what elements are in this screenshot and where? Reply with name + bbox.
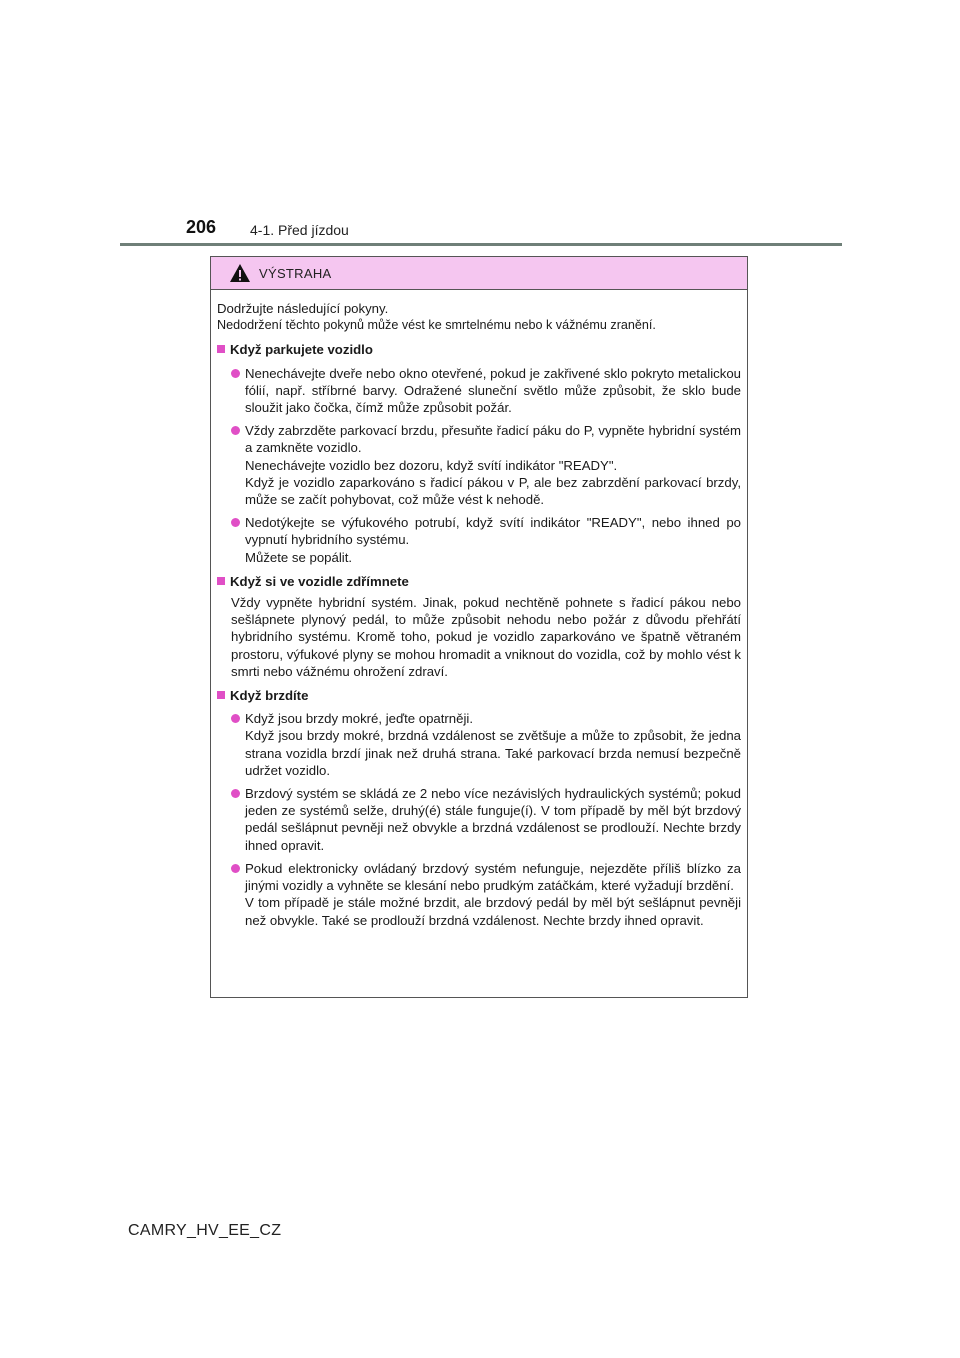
circle-bullet-icon [231, 789, 240, 798]
section-heading [217, 341, 741, 358]
circle-bullet-icon [231, 426, 240, 435]
warning-title: VÝSTRAHA [259, 265, 332, 281]
list-item [217, 710, 741, 779]
list-item [217, 422, 741, 508]
intro-line: Nedodržení těchto pokynů může vést ke smrtelnému nebo k vážnému zranění. [217, 318, 656, 333]
list-item-line: Když jsou brzdy mokré, jeďte opatrněji. [245, 711, 473, 727]
square-bullet-icon [217, 577, 225, 585]
page-number: 206 [186, 217, 217, 237]
list-item-line: Když jsou brzdy mokré, brzdná vzdálenost se zvětšuje a může to způsobit, že jedna strana vozidla brzdí jinak než druhá strana. Také parkovací brzda nemusí bezpečně udržet vozidlo. [245, 728, 741, 778]
list-item-text [245, 785, 741, 854]
list-item-text [245, 365, 741, 417]
list-item [217, 860, 741, 929]
header-rule [120, 243, 842, 246]
warning-body [211, 290, 747, 929]
circle-bullet-icon [231, 518, 240, 527]
warning-intro [217, 300, 741, 334]
warning-box [210, 256, 748, 998]
section-heading-text: Když brzdíte [230, 688, 309, 704]
list-item-text [245, 710, 741, 779]
section-heading [217, 573, 741, 590]
list-item [217, 785, 741, 854]
square-bullet-icon [217, 345, 225, 353]
list-item-line: Vždy zabrzděte parkovací brzdu, přesuňte řadicí páku do P, vypněte hybridní systém a zamkněte vozidlo. [245, 423, 741, 456]
warning-header [211, 257, 747, 290]
circle-bullet-icon [231, 369, 240, 378]
list-item-line: Můžete se popálit. [245, 549, 353, 565]
list-item-text [245, 514, 741, 566]
list-item [217, 514, 741, 566]
list-item-line: Nenechávejte vozidlo bez dozoru, když svítí indikátor "READY". [245, 457, 618, 473]
section-title: 4-1. Před jízdou [250, 222, 349, 238]
circle-bullet-icon [231, 864, 240, 873]
list-item-line: Nedotýkejte se výfukového potrubí, když svítí indikátor "READY", nebo ihned po vypnutí hybridního systému. [245, 515, 741, 548]
square-bullet-icon [217, 691, 225, 699]
warning-triangle-icon [229, 263, 251, 283]
footer-code: CAMRY_HV_EE_CZ [128, 1222, 282, 1239]
list-item-line: Pokud elektronicky ovládaný brzdový systém nefunguje, nejezděte příliš blízko za jinými vozidly a vyhněte se klesání nebo prudkým zatáčkám, které vyžadují brzdění. [245, 860, 741, 894]
list-item-line: Když je vozidlo zaparkováno s řadicí pákou v P, ale bez zabrzdění parkovací brzdy, může se začít pohybovat, což může vést k nehodě. [245, 474, 741, 508]
section-heading-text: Když si ve vozidle zdřímnete [230, 573, 409, 589]
section-heading [217, 687, 741, 704]
list-item-line: V tom případě je stále možné brzdit, ale brzdový pedál by měl být sešlápnut pevněji než obvykle. Také se prodlouží brzdná vzdálenost. Nechte brzdy ihned opravit. [245, 895, 741, 928]
list-item-line: Brzdový systém se skládá ze 2 nebo více nezávislých hydraulických systémů; pokud jeden ze systémů selže, druhý(é) stále funguje(í). V tom případě by měl být brzdový pedál sešlápnut pevněji než obvykle a brzdná vzdálenost se prodlouží. Nechte brzdy ihned opravit. [245, 786, 741, 853]
list-item-text [245, 860, 741, 929]
section-heading-text: Když parkujete vozidlo [230, 342, 373, 358]
list-item-text [245, 422, 741, 508]
list-item [217, 365, 741, 417]
circle-bullet-icon [231, 714, 240, 723]
section-paragraph: Vždy vypněte hybridní systém. Jinak, pokud nechtěně pohnete s řadicí pákou nebo sešlápnete plynový pedál, to může způsobit nehodu nebo požár z důvodu přehřátí hybridního systému. Kromě toho, pokud je vozidlo zaparkováno ve špatně větraném prostoru, výfukové plyny se mohou hromadit a vniknout do vozidla, což by mohlo vést k smrti nebo vážnému ohrožení zdraví. [231, 595, 741, 679]
list-item-line: Nenechávejte dveře nebo okno otevřené, pokud je zakřivené sklo pokryto metalickou fólií, např. stříbrné barvy. Odražené sluneční světlo může způsobit, že sklo bude sloužit jako čočka, čímž může způsobit požár. [245, 365, 741, 416]
intro-line: Dodržujte následující pokyny. [217, 301, 389, 316]
